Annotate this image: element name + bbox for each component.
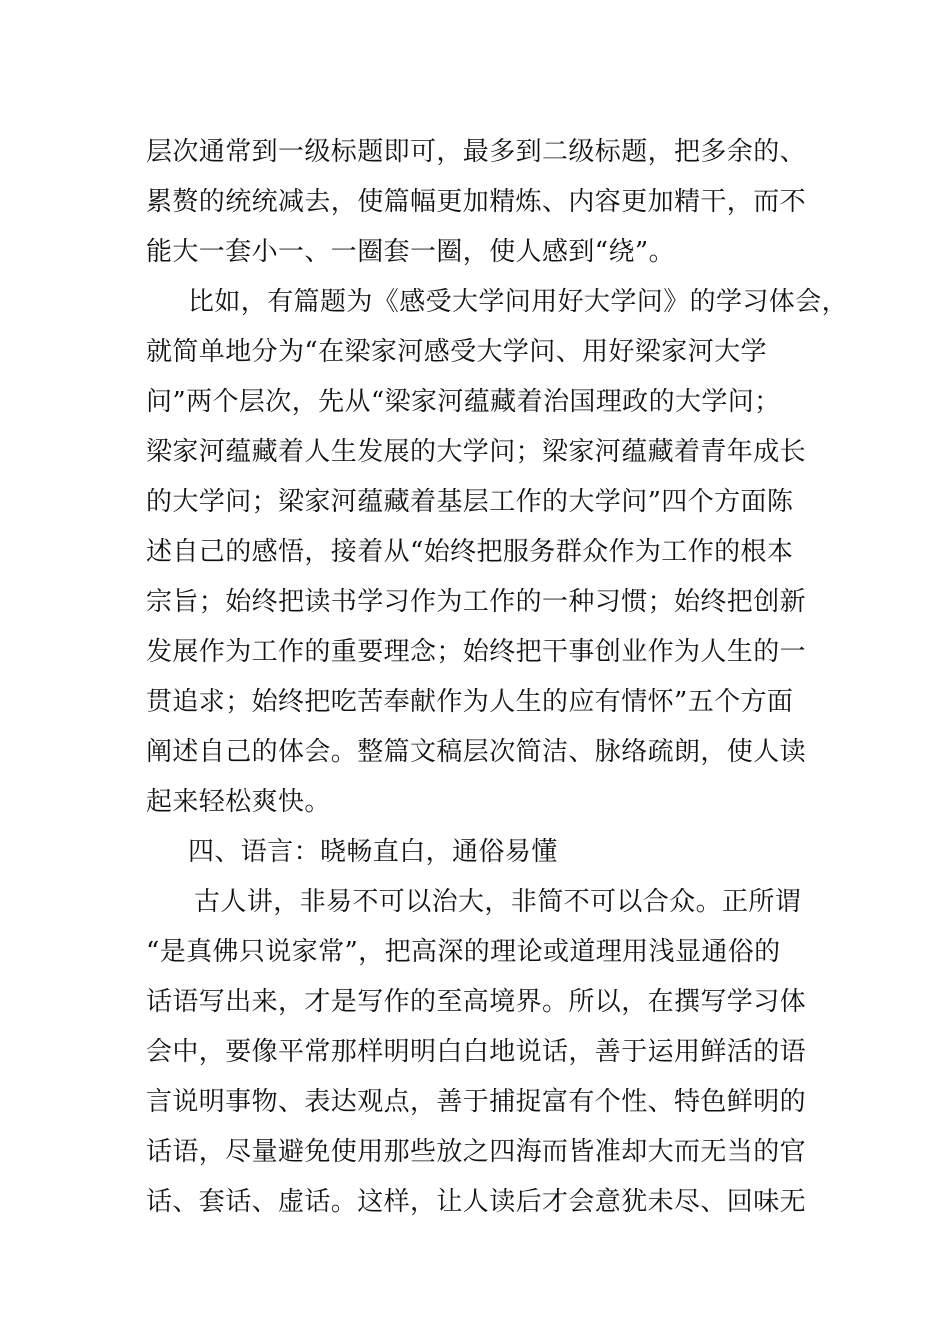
text-line: 累赘的统统减去，使篇幅更加精炼、内容更加精干，而不 bbox=[146, 187, 807, 217]
paragraph-start-line: 古人讲，非易不可以治大，非简不可以合众。正所谓 bbox=[194, 887, 802, 917]
text-line: 会中，要像平常那样明明白白地说话，善于运用鲜活的语 bbox=[146, 1037, 807, 1067]
text-line: 起来轻松爽快。 bbox=[146, 787, 331, 817]
text-line: 层次通常到一级标题即可，最多到二级标题，把多余的、 bbox=[146, 137, 807, 167]
paragraph-start-line: 比如，有篇题为《感受大学问用好大学问》的学习体会， bbox=[188, 287, 849, 317]
text-line: 宗旨；始终把读书学习作为工作的一种习惯；始终把创新 bbox=[146, 587, 807, 617]
text-line: 的大学问；梁家河蕴藏着基层工作的大学问”四个方面陈 bbox=[146, 487, 794, 517]
text-line: 话语，尽量避免使用那些放之四海而皆准却大而无当的官 bbox=[146, 1137, 807, 1167]
text-line: 述自己的感悟，接着从“始终把服务群众作为工作的根本 bbox=[146, 537, 794, 567]
text-line: “是真佛只说家常”，把高深的理论或道理用浅显通俗的 bbox=[146, 937, 781, 967]
section-heading: 四、语言：晓畅直白，通俗易懂 bbox=[188, 837, 558, 867]
text-line: 贯追求；始终把吃苦奉献作为人生的应有情怀”五个方面 bbox=[146, 687, 794, 717]
text-line: 阐述自己的体会。整篇文稿层次简洁、脉络疏朗，使人读 bbox=[146, 737, 807, 767]
text-line: 发展作为工作的重要理念；始终把干事创业作为人生的一 bbox=[146, 637, 807, 667]
text-line: 就简单地分为“在梁家河感受大学问、用好梁家河大学 bbox=[146, 337, 767, 367]
text-line: 梁家河蕴藏着人生发展的大学问；梁家河蕴藏着青年成长 bbox=[146, 437, 807, 467]
text-line: 话语写出来，才是写作的至高境界。所以，在撰写学习体 bbox=[146, 987, 807, 1017]
text-line: 话、套话、虚话。这样，让人读后才会意犹未尽、回味无 bbox=[146, 1187, 807, 1217]
text-line: 言说明事物、表达观点，善于捕捉富有个性、特色鲜明的 bbox=[146, 1087, 807, 1117]
text-line: 问”两个层次，先从“梁家河蕴藏着治国理政的大学问； bbox=[146, 387, 781, 417]
text-line: 能大一套小一、一圈套一圈，使人感到“绕”。 bbox=[146, 237, 675, 267]
